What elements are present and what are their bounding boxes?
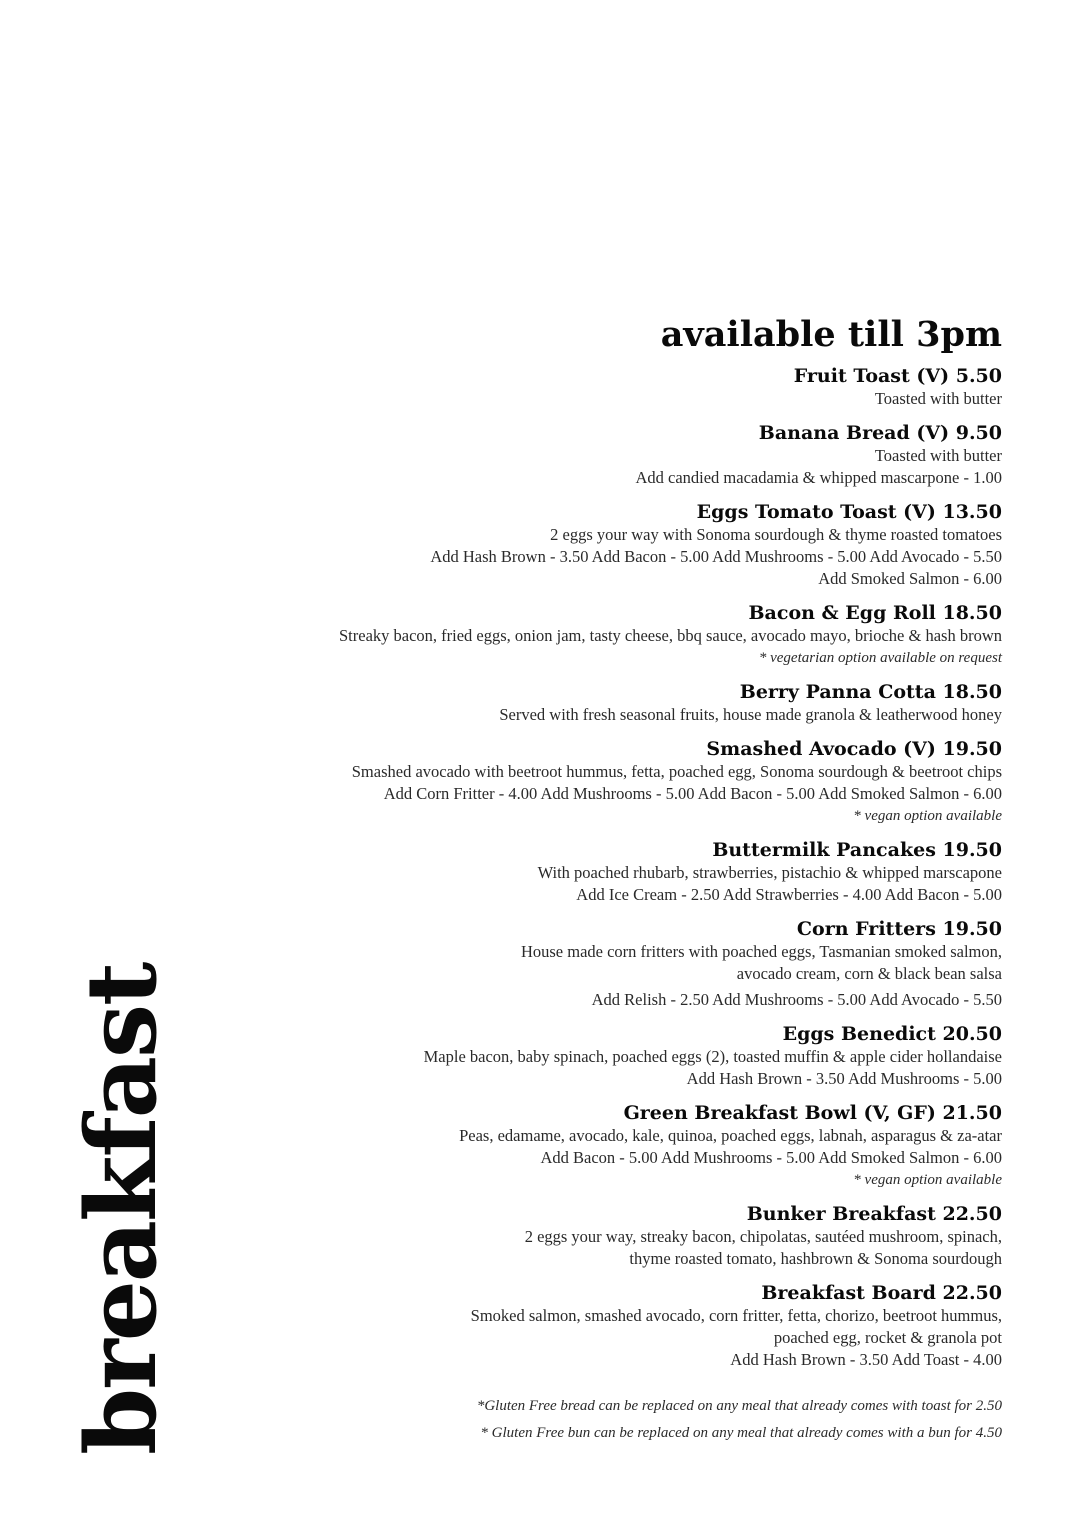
menu-item [242,1101,1002,1191]
menu-item-description: Served with fresh seasonal fruits, house made granola & leatherwood honey [499,705,1002,724]
menu-item-description: Add Corn Fritter - 4.00 Add Mushrooms - 5.00 Add Bacon - 5.00 Add Smoked Salmon - 6.00 [383,784,1002,803]
menu-item-note: * vegan option available [853,808,1002,824]
menu-item-title: Berry Panna Cotta 18.50 [739,681,1002,703]
menu-item [242,500,1002,590]
menu-item [242,1281,1002,1371]
menu-item-description: 2 eggs your way, streaky bacon, chipolatas, sautéed mushroom, spinach, [524,1227,1002,1246]
menu-item [242,364,1002,410]
footnotes [242,1393,1002,1447]
menu-item-description: avocado cream, corn & black bean salsa [736,964,1002,983]
menu-item-description: House made corn fritters with poached eggs, Tasmanian smoked salmon, [520,942,1002,961]
menu-item [242,1022,1002,1090]
menu-item-description: Add Ice Cream - 2.50 Add Strawberries - 4.00 Add Bacon - 5.00 [576,885,1002,904]
menu-item-description: Toasted with butter [874,446,1002,465]
menu-item-description: Add candied macadamia & whipped mascarpone - 1.00 [635,468,1002,487]
menu-item-title: Corn Fritters 19.50 [796,918,1002,940]
menu-item-note: * vegetarian option available on request [758,650,1002,666]
page-side-title: breakfast [65,963,178,1455]
menu-item [242,737,1002,827]
menu-item-title: Breakfast Board 22.50 [761,1282,1002,1304]
menu-item [242,421,1002,489]
footnote-gluten-free-bun: * Gluten Free bun can be replaced on any meal that already comes with a bun for 4.50 [480,1425,1002,1441]
menu-item-title: Eggs Tomato Toast (V) 13.50 [696,501,1002,523]
menu-item-description: Streaky bacon, fried eggs, onion jam, tasty cheese, bbq sauce, avocado mayo, brioche & hash brown [338,626,1002,645]
menu-item-description: Maple bacon, baby spinach, poached eggs (2), toasted muffin & apple cider hollandaise [423,1047,1002,1066]
menu-item-title: Eggs Benedict 20.50 [782,1023,1002,1045]
menu-item-title: Smashed Avocado (V) 19.50 [706,738,1002,760]
breakfast-menu [242,312,1002,1447]
menu-item [242,1202,1002,1270]
menu-item-description: thyme roasted tomato, hashbrown & Sonoma sourdough [629,1249,1002,1268]
menu-item [242,601,1002,669]
menu-heading: available till 3pm [660,314,1002,355]
menu-item-title: Green Breakfast Bowl (V, GF) 21.50 [623,1102,1002,1124]
menu-item-description: Add Hash Brown - 3.50 Add Toast - 4.00 [730,1350,1002,1369]
menu-item-description: Add Hash Brown - 3.50 Add Mushrooms - 5.00 [686,1069,1002,1088]
menu-item-title: Bunker Breakfast 22.50 [746,1203,1002,1225]
menu-item-description: poached egg, rocket & granola pot [773,1328,1002,1347]
menu-item-description: Add Bacon - 5.00 Add Mushrooms - 5.00 Add Smoked Salmon - 6.00 [540,1148,1002,1167]
menu-item-title: Bacon & Egg Roll 18.50 [748,602,1002,624]
menu-item-description: Toasted with butter [874,389,1002,408]
menu-item-description: Peas, edamame, avocado, kale, quinoa, poached eggs, labnah, asparagus & za-atar [459,1126,1002,1145]
menu-item-description: Add Smoked Salmon - 6.00 [818,569,1002,588]
menu-item-title: Fruit Toast (V) 5.50 [793,365,1002,387]
menu-item-description: With poached rhubarb, strawberries, pistachio & whipped marscapone [537,863,1002,882]
menu-item [242,680,1002,726]
footnote-gluten-free-bread: *Gluten Free bread can be replaced on any meal that already comes with toast for 2.50 [476,1398,1002,1414]
menu-item-description: 2 eggs your way with Sonoma sourdough & thyme roasted tomatoes [550,525,1002,544]
menu-item-note: * vegan option available [853,1172,1002,1188]
menu-items [242,364,1002,1371]
menu-item-addons: Add Relish - 2.50 Add Mushrooms - 5.00 Add Avocado - 5.50 [591,990,1002,1009]
menu-item-title: Banana Bread (V) 9.50 [758,422,1002,444]
menu-item [242,838,1002,906]
menu-item-description: Smoked salmon, smashed avocado, corn fritter, fetta, chorizo, beetroot hummus, [470,1306,1002,1325]
menu-item-title: Buttermilk Pancakes 19.50 [712,839,1002,861]
menu-item-description: Add Hash Brown - 3.50 Add Bacon - 5.00 Add Mushrooms - 5.00 Add Avocado - 5.50 [430,547,1002,566]
menu-item-description: Smashed avocado with beetroot hummus, fetta, poached egg, Sonoma sourdough & beetroot chips [351,762,1002,781]
menu-item [242,917,1002,1011]
